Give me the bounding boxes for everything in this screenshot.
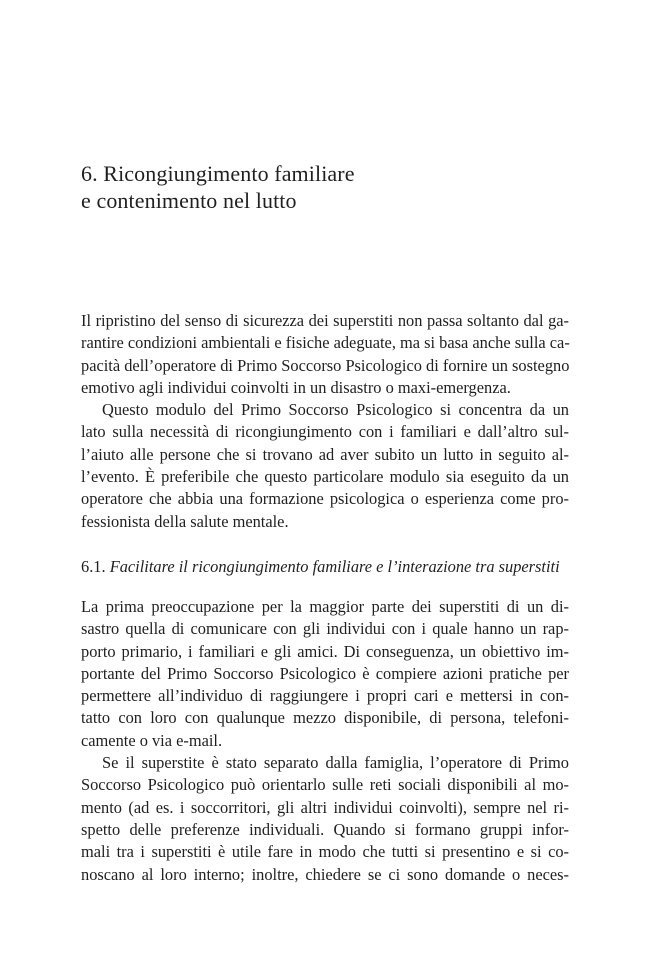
text-line: porto primario, i familiari e gli amici. Di conseguenza, un obiettivo im-: [81, 641, 569, 661]
chapter-title-line-1: 6. Ricongiungimento familiare: [81, 161, 355, 186]
intro-paragraphs: [81, 310, 569, 533]
text-line: sastro quella di comunicare con gli individui con i quale hanno un rap-: [81, 619, 569, 639]
text-line: rantire condizioni ambientali e fisiche adeguate, ma si basa anche sulla ca-: [81, 333, 570, 353]
text-line: permettere all’individuo di raggiungere i propri cari e mettersi in con-: [81, 686, 569, 706]
text-line: l’aiuto alle persone che si trovano ad aver subito un lutto in seguito al-: [81, 444, 569, 464]
text-line: emotivo agli individui coinvolti in un disastro o maxi-emergenza.: [81, 377, 511, 397]
text-line: l’evento. È preferibile che questo particolare modulo sia eseguito da un: [81, 467, 569, 487]
text-line: pacità dell’operatore di Primo Soccorso Psicologico di fornire un sostegno: [81, 355, 570, 375]
text-line: La prima preoccupazione per la maggior parte dei superstiti di un di-: [81, 597, 569, 616]
chapter-title-line-2: e contenimento nel lutto: [81, 188, 297, 213]
chapter-title: [81, 160, 561, 214]
section-number: 6.1.: [81, 557, 106, 576]
body-paragraphs: [81, 596, 569, 886]
text-line: mento (ad es. i soccorritori, gli altri individui coinvolti), sempre nel ri-: [81, 797, 569, 817]
section-heading: [81, 556, 571, 578]
text-line: Se il superstite è stato separato dalla famiglia, l’operatore di Primo: [102, 753, 569, 773]
text-line: Soccorso Psicologico può orientarlo sulle reti sociali disponibili al mo-: [81, 775, 569, 795]
text-line: fessionista della salute mentale.: [81, 511, 289, 531]
text-line: portante del Primo Soccorso Psicologico è compiere azioni pratiche per: [81, 663, 569, 683]
text-line: operatore che abbia una formazione psicologica o esperienza come pro-: [81, 489, 569, 509]
section-title: Facilitare il ricongiungimento familiare e l’interazione tra superstiti: [109, 557, 560, 576]
text-line: spetto delle preferenze individuali. Quando si formano gruppi infor-: [81, 819, 569, 839]
text-line: mali tra i superstiti è utile fare in modo che tutti si presentino e si co-: [81, 842, 569, 862]
text-line: tatto con loro con qualunque mezzo disponibile, di persona, telefoni-: [81, 708, 569, 728]
text-line: noscano al loro interno; inoltre, chiedere se ci sono domande o neces-: [81, 864, 569, 884]
text-line: Questo modulo del Primo Soccorso Psicologico si concentra da un: [102, 400, 569, 420]
text-line: camente o via e-mail.: [81, 730, 223, 750]
text-line: Il ripristino del senso di sicurezza dei superstiti non passa soltanto dal ga-: [81, 311, 569, 330]
text-line: lato sulla necessità di ricongiungimento con i familiari e dall’altro sul-: [81, 422, 569, 442]
